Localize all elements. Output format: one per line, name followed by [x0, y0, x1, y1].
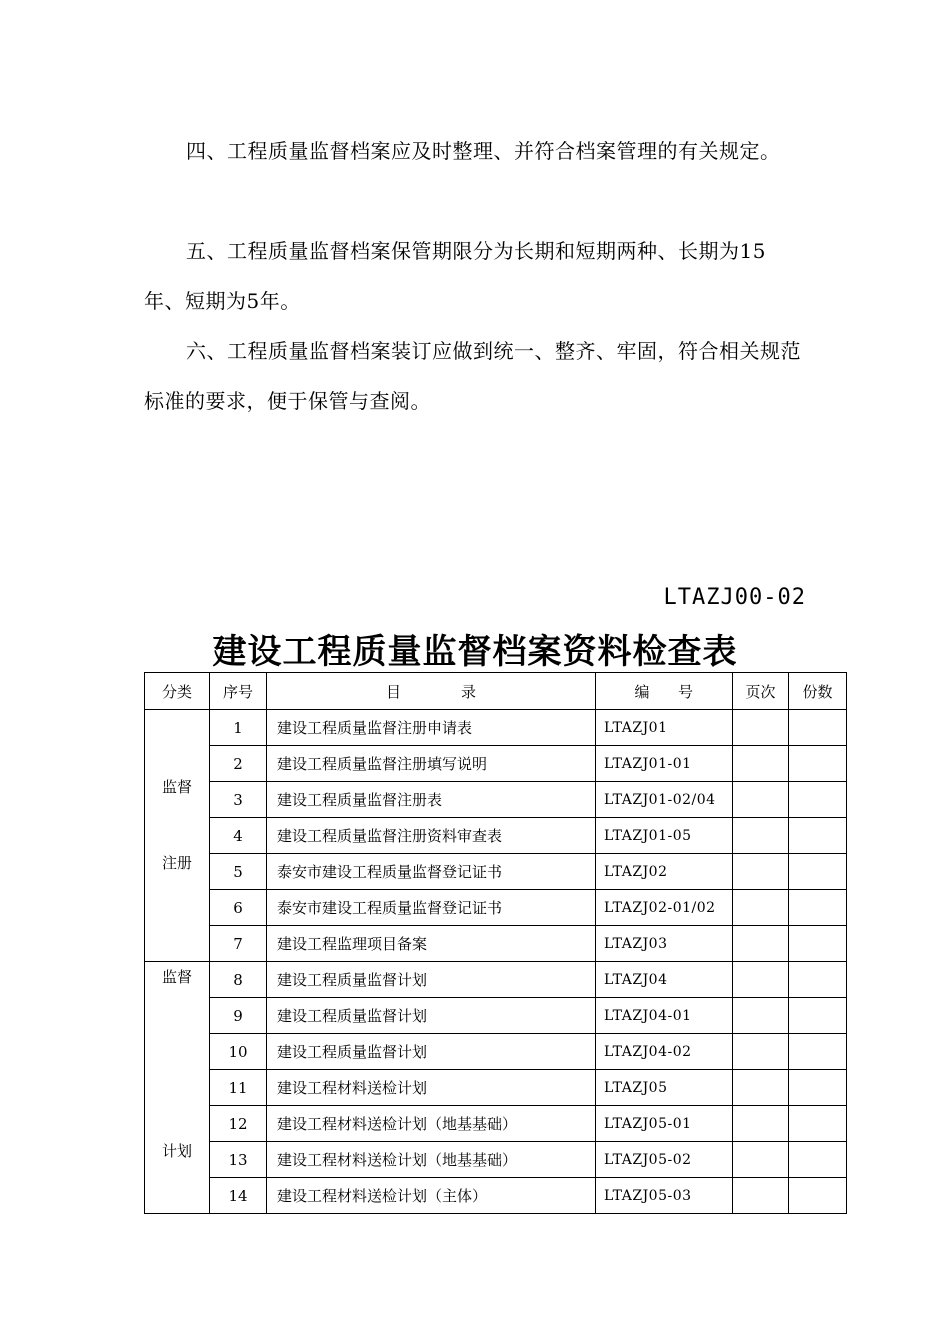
category-label-top: 监督 — [161, 778, 192, 796]
row-no: 14 — [210, 1178, 267, 1214]
row-copies — [789, 1106, 847, 1142]
header-item: 目 录 — [267, 673, 596, 710]
row-code: LTAZJ05-03 — [596, 1178, 733, 1214]
row-no: 4 — [210, 818, 267, 854]
row-code: LTAZJ03 — [596, 926, 733, 962]
header-no: 序号 — [210, 673, 267, 710]
row-item: 建设工程材料送检计划（地基基础） — [267, 1106, 596, 1142]
table-row — [145, 926, 847, 962]
category-cell — [145, 962, 210, 1214]
row-pages — [733, 710, 789, 746]
category-label-bottom: 计划 — [161, 1142, 192, 1160]
row-copies — [789, 998, 847, 1034]
row-code: LTAZJ05 — [596, 1070, 733, 1106]
document-code: LTAZJ00-02 — [663, 585, 806, 610]
header-pages: 页次 — [733, 673, 789, 710]
row-no: 1 — [210, 710, 267, 746]
category-label-bottom: 注册 — [161, 854, 192, 872]
table-row — [145, 1034, 847, 1070]
row-copies — [789, 890, 847, 926]
row-item: 建设工程质量监督注册资料审查表 — [267, 818, 596, 854]
table-row — [145, 854, 847, 890]
row-item: 建设工程质量监督计划 — [267, 998, 596, 1034]
row-pages — [733, 1106, 789, 1142]
table-row — [145, 998, 847, 1034]
table-row — [145, 746, 847, 782]
row-pages — [733, 1034, 789, 1070]
paragraph-4: 四、工程质量监督档案应及时整理、并符合档案管理的有关规定。 — [186, 139, 781, 163]
row-code: LTAZJ04-01 — [596, 998, 733, 1034]
checklist-table — [144, 672, 847, 1214]
row-code: LTAZJ01-01 — [596, 746, 733, 782]
row-no: 10 — [210, 1034, 267, 1070]
table-row — [145, 1106, 847, 1142]
row-item: 泰安市建设工程质量监督登记证书 — [267, 854, 596, 890]
row-copies — [789, 818, 847, 854]
row-pages — [733, 1070, 789, 1106]
row-code: LTAZJ01 — [596, 710, 733, 746]
row-no: 9 — [210, 998, 267, 1034]
table-row — [145, 890, 847, 926]
row-item: 建设工程质量监督注册申请表 — [267, 710, 596, 746]
row-pages — [733, 746, 789, 782]
table-row — [145, 1178, 847, 1214]
row-copies — [789, 1070, 847, 1106]
row-item: 泰安市建设工程质量监督登记证书 — [267, 890, 596, 926]
row-code: LTAZJ05-02 — [596, 1142, 733, 1178]
row-code: LTAZJ02-01/02 — [596, 890, 733, 926]
row-copies — [789, 962, 847, 998]
row-copies — [789, 1142, 847, 1178]
row-code: LTAZJ01-05 — [596, 818, 733, 854]
row-no: 2 — [210, 746, 267, 782]
row-item: 建设工程监理项目备案 — [267, 926, 596, 962]
table-row — [145, 1142, 847, 1178]
row-code: LTAZJ01-02/04 — [596, 782, 733, 818]
header-code: 编 号 — [596, 673, 733, 710]
table-row — [145, 710, 847, 746]
row-item: 建设工程材料送检计划（地基基础） — [267, 1142, 596, 1178]
category-label-top: 监督 — [161, 968, 192, 986]
row-item: 建设工程质量监督注册表 — [267, 782, 596, 818]
row-copies — [789, 926, 847, 962]
row-no: 7 — [210, 926, 267, 962]
row-pages — [733, 818, 789, 854]
row-code: LTAZJ02 — [596, 854, 733, 890]
header-category: 分类 — [145, 673, 210, 710]
row-item: 建设工程材料送检计划 — [267, 1070, 596, 1106]
row-item: 建设工程质量监督计划 — [267, 1034, 596, 1070]
row-pages — [733, 1178, 789, 1214]
row-no: 3 — [210, 782, 267, 818]
row-item: 建设工程材料送检计划（主体） — [267, 1178, 596, 1214]
row-item: 建设工程质量监督计划 — [267, 962, 596, 998]
row-pages — [733, 926, 789, 962]
row-code: LTAZJ05-01 — [596, 1106, 733, 1142]
row-pages — [733, 854, 789, 890]
row-copies — [789, 710, 847, 746]
header-copies: 份数 — [789, 673, 847, 710]
row-no: 11 — [210, 1070, 267, 1106]
row-no: 12 — [210, 1106, 267, 1142]
row-no: 5 — [210, 854, 267, 890]
table-row — [145, 818, 847, 854]
table-row — [145, 962, 847, 998]
row-copies — [789, 1034, 847, 1070]
row-copies — [789, 854, 847, 890]
row-pages — [733, 962, 789, 998]
row-no: 8 — [210, 962, 267, 998]
row-copies — [789, 746, 847, 782]
category-cell — [145, 710, 210, 962]
row-pages — [733, 782, 789, 818]
row-item: 建设工程质量监督注册填写说明 — [267, 746, 596, 782]
row-copies — [789, 1178, 847, 1214]
row-copies — [789, 782, 847, 818]
paragraph-5: 五、工程质量监督档案保管期限分为长期和短期两种、长期为15年、短期为5年。 — [144, 239, 766, 313]
table-row — [145, 1070, 847, 1106]
row-pages — [733, 890, 789, 926]
table-header-row — [145, 673, 847, 710]
row-code: LTAZJ04-02 — [596, 1034, 733, 1070]
row-no: 6 — [210, 890, 267, 926]
row-code: LTAZJ04 — [596, 962, 733, 998]
table-row — [145, 782, 847, 818]
table-title: 建设工程质量监督档案资料检查表 — [212, 632, 738, 672]
row-no: 13 — [210, 1142, 267, 1178]
row-pages — [733, 1142, 789, 1178]
paragraph-6: 六、工程质量监督档案装订应做到统一、整齐、牢固，符合相关规范标准的要求，便于保管与查阅。 — [144, 339, 801, 413]
row-pages — [733, 998, 789, 1034]
